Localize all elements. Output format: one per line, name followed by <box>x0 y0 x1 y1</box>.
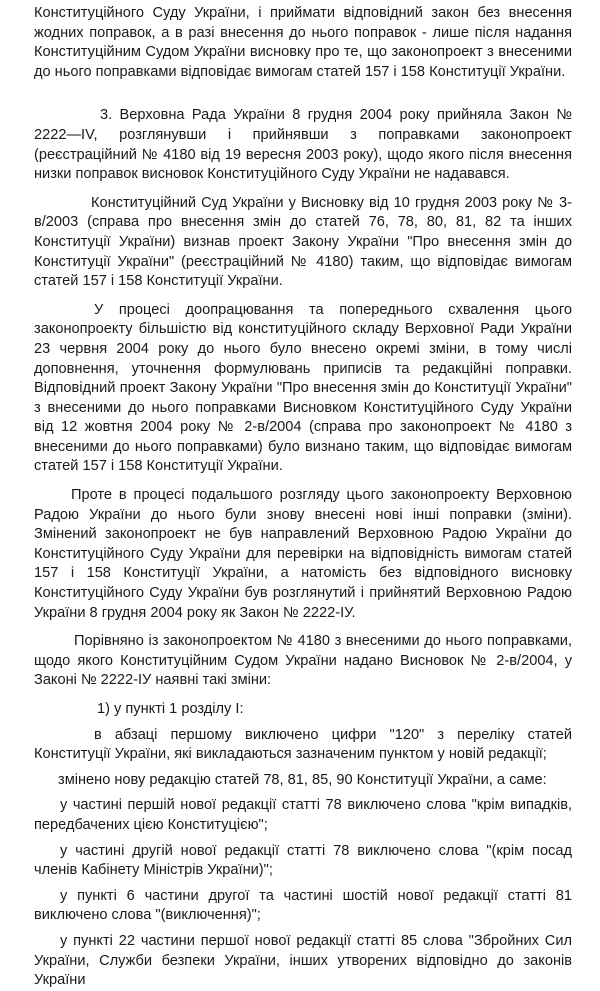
list-item-article-81: у пункті 6 частини другої та частині шостій нової редакції статті 81 виключено слова "(виключення)"; <box>34 887 572 924</box>
list-item-1: 1) у пункті 1 розділу І: <box>97 701 244 717</box>
list-item-article-78-part-1: у частині першій нової редакції статті 78 виключено слова "крім випадків, передбачених цією Конституцією"; <box>34 797 572 833</box>
paragraph-conclusion-3-v-2003: Конституційний Суд України у Висновку від 10 грудня 2003 року № 3-в/2003 (справа про внесення змін до статей 76, 78, 80, 81, 82 та інших Конституції України) визнав проект Закону України "Про внесення змін до Конституції України" (реєстраційний № 4180) таким, що відповідає вимогам статей 157 і 158 Конституції України. <box>34 194 572 290</box>
list-item-article-78-part-2: у частині другій нової редакції статті 78 виключено слова "(крім посад членів Кабінету Міністрів України)"; <box>34 842 572 879</box>
list-item-changed-articles: змінено нову редакцію статей 78, 81, 85, 90 Конституції України, а саме: <box>58 771 547 788</box>
paragraph-further-consideration: Проте в процесі подальшого розгляду цього законопроекту Верховною Радою України до нього були знову внесені нові інші поправки (зміни). Змінений законопроект не був направлений Верховною Радою України до Конституційного Суду України для перевірки на відповідність вимогам статей 157 і 158 Конституції України, а натомість без відповідного висновку Конституційного Суду України був розглянутий і прийнятий Верховною Радою України 8 грудня 2004 року як Закон № 2222-ІУ. <box>34 487 572 621</box>
paragraph-continuation: Конституційного Суду України, і приймати відповідний закон без внесення жодних поправок, а в разі внесення до нього поправок - лише після надання Конституційним Судом України висновку про те, що законопроект з внесеними до нього поправками відповідає вимогам статей 157 і 158 Конституції України. <box>34 5 572 80</box>
paragraph-preliminary-approval: У процесі доопрацювання та попереднього схвалення цього законопроекту більшістю від конституційного складу Верховної Ради України 23 червня 2004 року до нього було внесено окремі зміни, в тому числі доповнення, уточнення формулювань приписів та редакційні поправки. Відповідний проект Закону України "Про внесення змін до Конституції України" з внесеними до нього поправками Висновком Конституційного Суду України від 12 жовтня 2004 року № 2-в/2004 (справа про законопроект № 4180 з внесеними до нього поправками) було визнано таким, що відповідає вимогам статей 157 і 158 Конституції України. <box>34 301 572 475</box>
list-item-first-indent: в абзаці першому виключено цифри "120" з переліку статей Конституції України, які викладаються зазначеним пунктом у новій редакції; <box>34 726 572 763</box>
list-item-article-85: у пункті 22 частини першої нової редакції статті 85 слова "Збройних Сил України, Служби безпеки України, інших утворених відповідно до законів України <box>34 932 572 989</box>
paragraph-point-3: 3. Верховна Рада України 8 грудня 2004 року прийняла Закон № 2222—IV, розглянувши і прийнявши з поправками законопроект (реєстраційний № 4180 від 19 вересня 2003 року), щодо якого після внесення низки поправок висновок Конституційного Суду України не надавався. <box>34 107 572 183</box>
paragraph-comparison-intro: Порівняно із законопроектом № 4180 з внесеними до нього поправками, щодо якого Конституційним Судом України надано Висновок № 2-в/2004, у Законі № 2222-ІУ наявні такі зміни: <box>34 633 572 689</box>
